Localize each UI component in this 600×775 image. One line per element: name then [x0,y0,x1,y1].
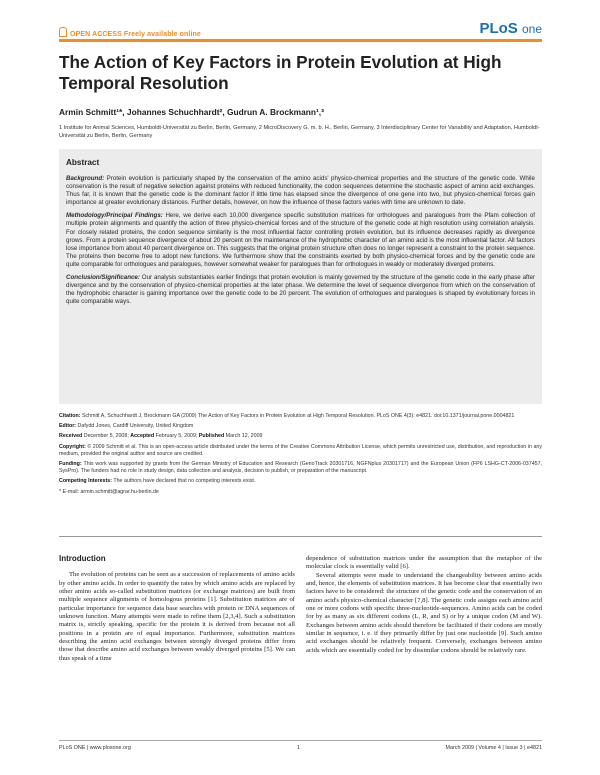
funding [59,461,542,475]
abstract-box [59,149,542,404]
funding-label: Funding: [59,461,82,468]
competing-label: Competing Interests: [59,478,112,485]
abstract-heading: Abstract [66,158,100,167]
received-label: Received [59,433,83,440]
copyright-text: © 2009 Schmitt et al. This is an open-access article distributed under the terms of the Creative Commons Attribution License, which permits unrestricted use, distribution, and reproduction in any medium, provided the original author and source are credited. [59,443,542,457]
open-lock-icon [59,27,67,37]
methods-lead: Methodology/Principal Findings: [66,212,163,220]
citation-text: Schmitt A, Schuchhardt J, Brockmann GA (2009) The Action of Key Factors in Protein Evolution at High Temporal Resolution. PLoS ONE 4(3): e4821. doi:10.1371/journal.pone.0004821 [80,413,515,419]
intro-paragraph-1: The evolution of proteins can be seen as a succession of replacements of amino acids by other amino acids. In order to quantify the rates by which amino acids are replaced by other amino acids so-called substitution matrices (or exchange matrices) are built from multiple sequence alignments of homologous proteins [1]. Substitution matrices are of particular importance for sequence data base searches with protein or DNA sequences of unknown function. Many attempts were made to refine them [2,3,4]. Such a substitution matrix is, strictly speaking, specific for the protein it is derived from because not all positions in a protein are of equal importance. Furthermore, substitution matrices describing the amino acid exchanges between strongly diverged proteins differ from those that describe amino acid exchanges between weakly diverged proteins [5]. We can thus speak of a time [59,571,295,662]
dates [59,433,542,440]
section-heading-introduction: Introduction [59,554,106,563]
methods-text: Here, we derive each 10,000 divergence specific substitution matrices for orthologues and paralogues from the Pfam collection of multiple protein alignments and quantify the action of three physico-chemical forces and of the structure of the genetic code at high resolution using correlation analysis. For closely related proteins, the codon sequence similarity is the most influential factor controlling protein evolution, but its influence decreases rapidly as divergence grows. From a protein sequence divergence of about 20 percent on the maintenance of the hydrophobic character of an amino acid is the most influential factor. All factors lose importance from about 40 percent divergence on. This suggests that the original protein structure often does no longer represent a constraint to the protein sequence. The proteins then become free to adopt new functions. We furthermore show that the constraints exerted by both physico-chemical forces and by the genetic code are quite comparable for orthologues and paralogues, however somewhat weaker for paralogues than for orthologues in weakly or moderately diverged proteins. [66,212,535,268]
editor [59,423,542,430]
open-access-banner [59,27,201,38]
body-column-right [306,555,542,655]
citation [59,413,542,420]
article-metadata [59,413,542,499]
accepted-text: February 5, 2009; [154,433,199,440]
author-list: Armin Schmitt¹*, Johannes Schuchhardt², Gudrun A. Brockmann¹,³ [59,107,324,117]
page-number: 1 [297,745,300,751]
background-lead: Background: [66,175,105,182]
email-text[interactable]: * E-mail: armin.schmitt@agrar.hu-berlin.de [59,488,159,495]
intro-paragraph-continued: dependence of substitution matrices under the assumption that the metaphor of the molecular clock is essentially valid [6]. [306,555,542,571]
header-rule [59,39,542,42]
copyright-label: Copyright: [59,443,86,450]
competing-interests [59,478,542,485]
logo-one: one [521,22,542,36]
metadata-rule [59,536,542,537]
logo-plos: PLoS [479,20,518,37]
footer-journal: PLoS ONE | www.plosone.org [59,745,131,751]
affiliations: 1 Institute for Animal Sciences, Humboldt-Universität zu Berlin, Berlin, Germany, 2 MicroDiscovery G. m. b. H., Berlin, Germany, 3 Interdisciplinary Center for Variability and Adaptation, Humboldt-Universität zu Berlin, Berlin, Germany [59,125,540,139]
abstract-methods [66,212,535,269]
published-text: March 12, 2009 [224,433,263,440]
competing-text: The authors have declared that no competing interests exist. [111,478,256,485]
footer-issue: March 2009 | Volume 4 | Issue 3 | e4821 [445,745,542,751]
funding-text: This work was supported by grants from the German Ministry of Education and Research (GenoTrack 20301716, NGFNplus 20301717) and the European Union (FP6 LSHG-CT-2006-037457, SysPro). The funders had no role in study design, data collection and analysis, decision to publish, or preparation of the manuscript. [59,461,542,475]
conclusion-text: Our analysis substantiates earlier findings that protein evolution is mainly governed by the structure of the genetic code in the early phase after divergence and by the conservation of physico-chemical properties at the later phase. We determine the level of sequence divergence from which on the conservation of the hydrophobic character is gaining importance over the genetic code to be 20 percent. The evolution of orthologues and paralogues is shaped by evolutionary forces in quite comparable ways. [66,274,535,306]
conclusion-lead: Conclusion/Significance: [66,274,140,282]
received-text: December 5, 2008; [82,433,131,440]
editor-text: Dafydd Jones, Cardiff University, United Kingdom [76,423,194,430]
footer-rule [59,740,542,741]
editor-label: Editor: [59,423,77,430]
open-access-text: OPEN ACCESS Freely available online [70,31,201,38]
body-column-left [59,555,295,663]
abstract-background [66,175,535,207]
published-label: Published [198,433,225,440]
intro-paragraph-2: Several attempts were made to understand the changeability between amino acids and, hence, the elements of substitution matrices. It has become clear that essentially two factors have to be considered: the structure of the genetic code and the conservation of an amino acid's physico-chemical character [7,8]. The genetic code assigns each amino acid one or more codons with specific three-nucleotide-sequences. Amino acids can be coded for by as many as six different codons (L, R, and S) or by a unique codon (M and W). Exchanges between amino acids should therefore be facilitated if their codons are mostly similar in sequence, i. e. if they primarily differ by just one nucleotide [9]. Such amino acid exchanges should be relatively frequent. Conversely, exchanges between amino acids which are essentially coded for by dissimilar codons should be relatively rare. [306,571,542,654]
plos-one-logo [479,20,542,37]
citation-label: Citation: [59,413,81,419]
copyright [59,444,542,458]
paper-title: The Action of Key Factors in Protein Evolution at High Temporal Resolution [59,52,502,93]
background-text: Protein evolution is particularly shaped by the conservation of the amino acids' physico-chemical properties and the structure of the genetic code. While conservation is the result of negative selection against proteins with reduced functionality, the codon sequences determine the stochastic aspect of amino acid exchanges. Thus far, it is known that the genetic code is the dominant factor if little time has elapsed since the divergence of one gene into two, but physico-chemical forces gain importance at greater evolutionary distances. Further details, however, on how the influence of these factors varies with time are unknown to date. [66,175,535,207]
email[interactable] [59,489,542,496]
accepted-label: Accepted [130,433,155,440]
abstract-conclusion [66,274,535,306]
